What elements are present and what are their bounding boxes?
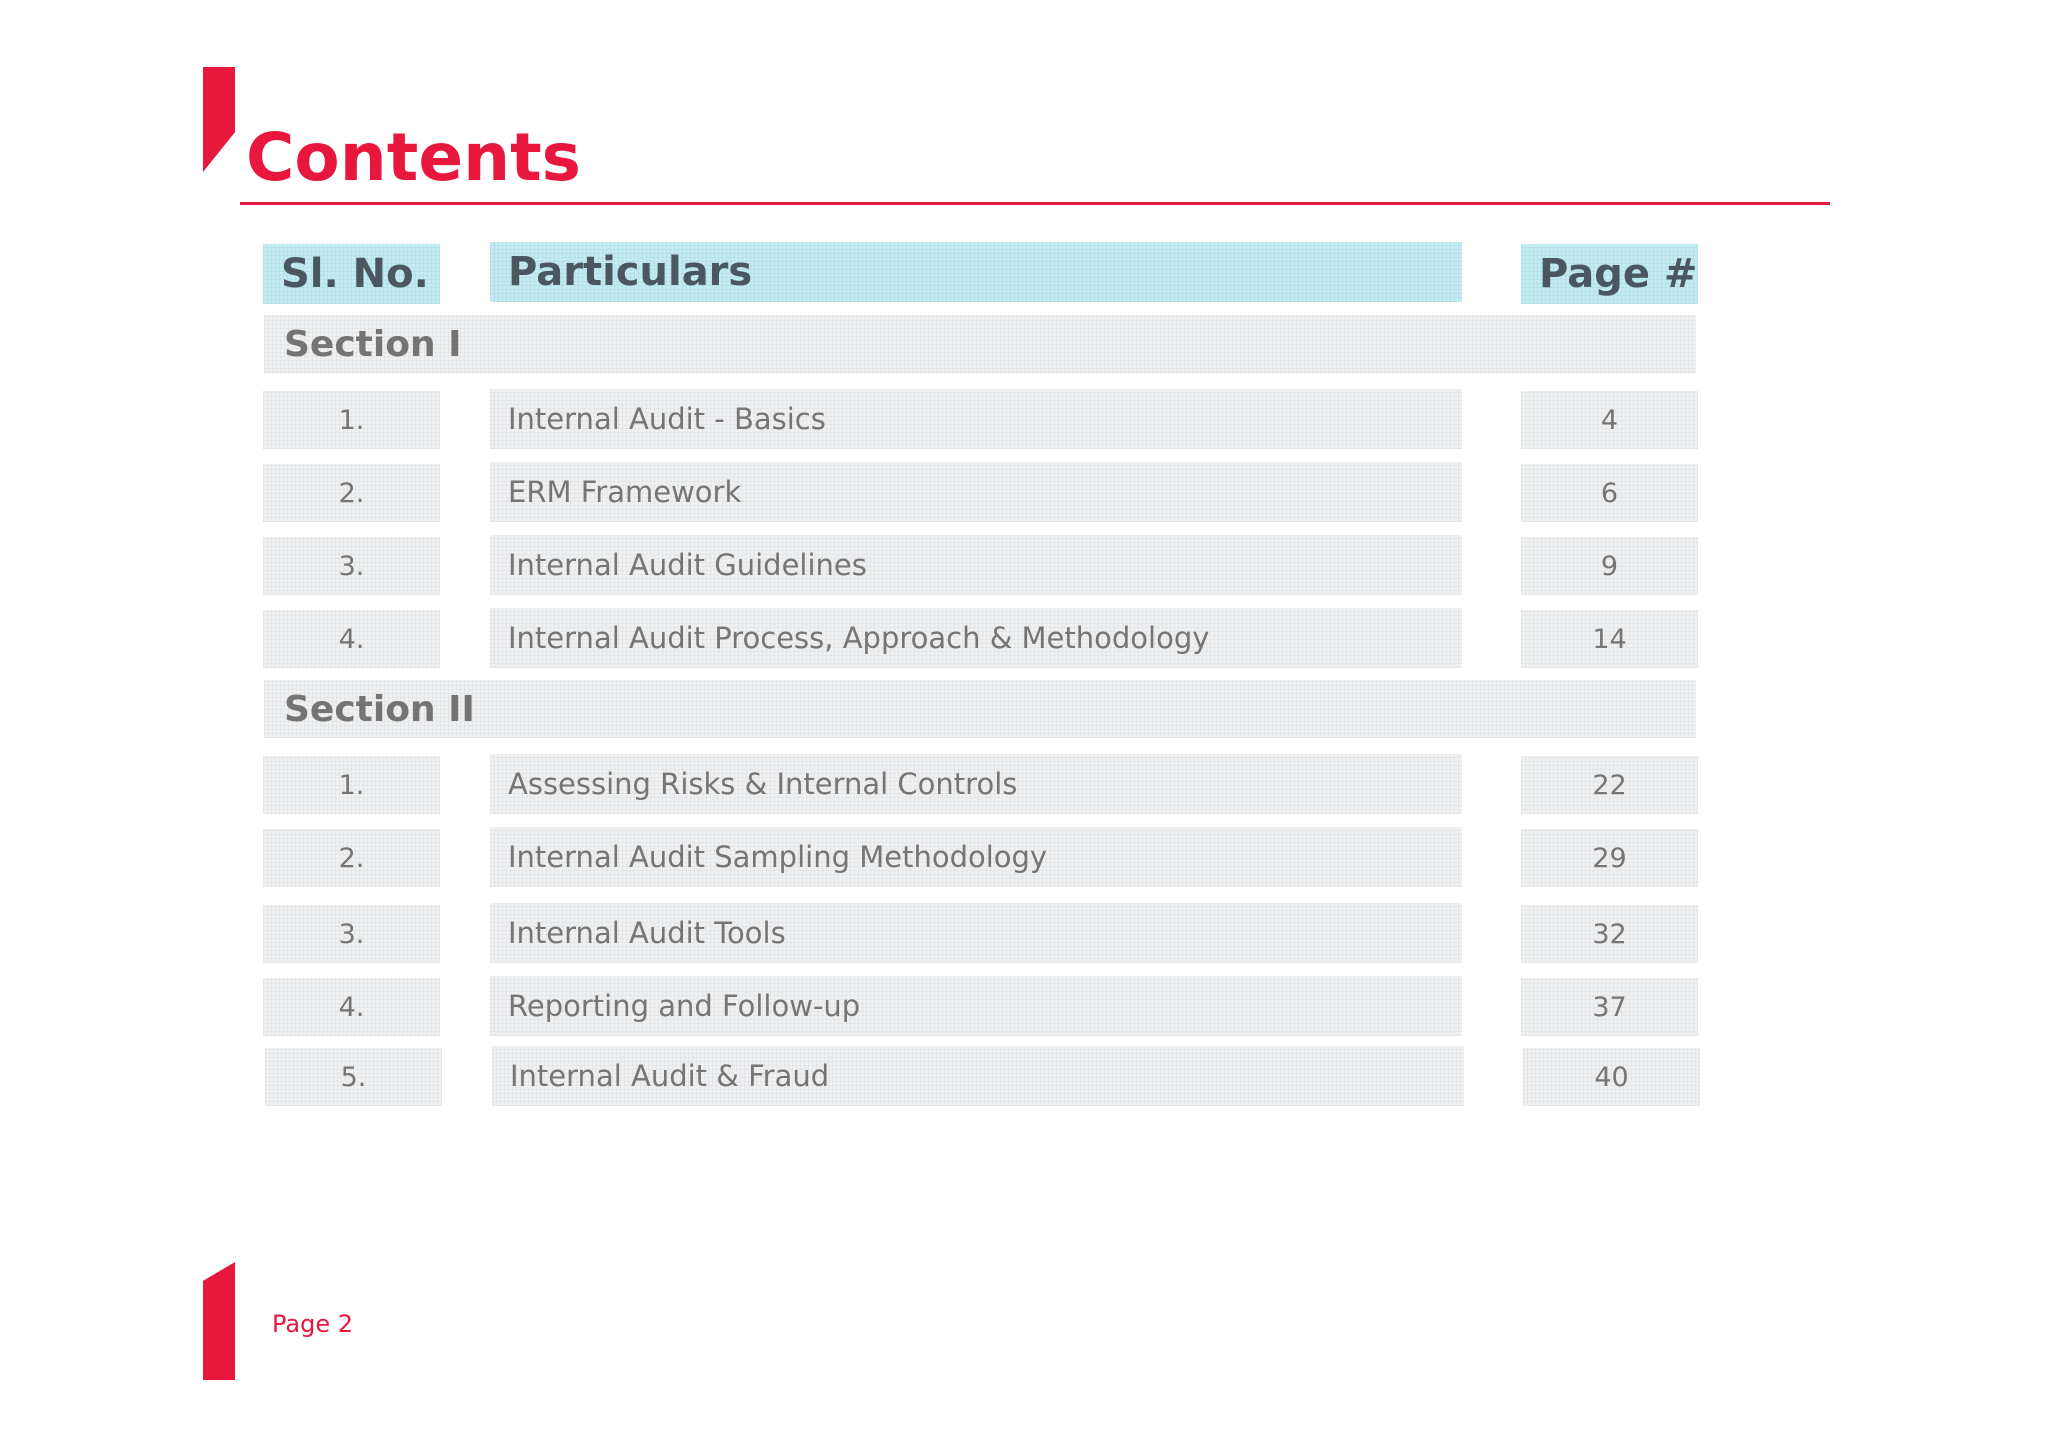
row-number: 2. bbox=[263, 829, 440, 887]
row-number: 3. bbox=[263, 537, 440, 595]
row-number: 1. bbox=[263, 391, 440, 449]
page-title: Contents bbox=[246, 119, 581, 196]
row-number: 2. bbox=[263, 464, 440, 522]
row-number: 1. bbox=[263, 756, 440, 814]
row-number: 4. bbox=[263, 978, 440, 1036]
header-page: Page # bbox=[1521, 244, 1698, 304]
row-page-number: 4 bbox=[1521, 391, 1698, 449]
page-number-footer: Page 2 bbox=[272, 1310, 353, 1338]
row-title-link[interactable]: Internal Audit & Fraud bbox=[492, 1046, 1464, 1106]
row-page-number: 14 bbox=[1521, 610, 1698, 668]
row-page-number: 9 bbox=[1521, 537, 1698, 595]
row-title-link[interactable]: Internal Audit Sampling Methodology bbox=[490, 827, 1462, 887]
bottom-accent-bar bbox=[203, 1262, 235, 1380]
row-page-number: 22 bbox=[1521, 756, 1698, 814]
header-particulars: Particulars bbox=[490, 242, 1462, 302]
top-accent-bar bbox=[203, 67, 235, 172]
row-number: 4. bbox=[263, 610, 440, 668]
row-page-number: 37 bbox=[1521, 978, 1698, 1036]
title-divider bbox=[240, 202, 1830, 205]
row-number: 3. bbox=[263, 905, 440, 963]
row-title-link[interactable]: Internal Audit Tools bbox=[490, 903, 1462, 963]
row-title-link[interactable]: Internal Audit Process, Approach & Methodology bbox=[490, 608, 1462, 668]
row-title-link[interactable]: Reporting and Follow-up bbox=[490, 976, 1462, 1036]
row-title-link[interactable]: Internal Audit Guidelines bbox=[490, 535, 1462, 595]
row-title-link[interactable]: ERM Framework bbox=[490, 462, 1462, 522]
section-heading: Section II bbox=[264, 680, 1696, 738]
row-page-number: 29 bbox=[1521, 829, 1698, 887]
header-sl-no: Sl. No. bbox=[263, 244, 440, 304]
row-title-link[interactable]: Internal Audit - Basics bbox=[490, 389, 1462, 449]
row-page-number: 6 bbox=[1521, 464, 1698, 522]
row-page-number: 32 bbox=[1521, 905, 1698, 963]
row-title-link[interactable]: Assessing Risks & Internal Controls bbox=[490, 754, 1462, 814]
section-heading: Section I bbox=[264, 315, 1696, 373]
row-page-number: 40 bbox=[1523, 1048, 1700, 1106]
row-number: 5. bbox=[265, 1048, 442, 1106]
